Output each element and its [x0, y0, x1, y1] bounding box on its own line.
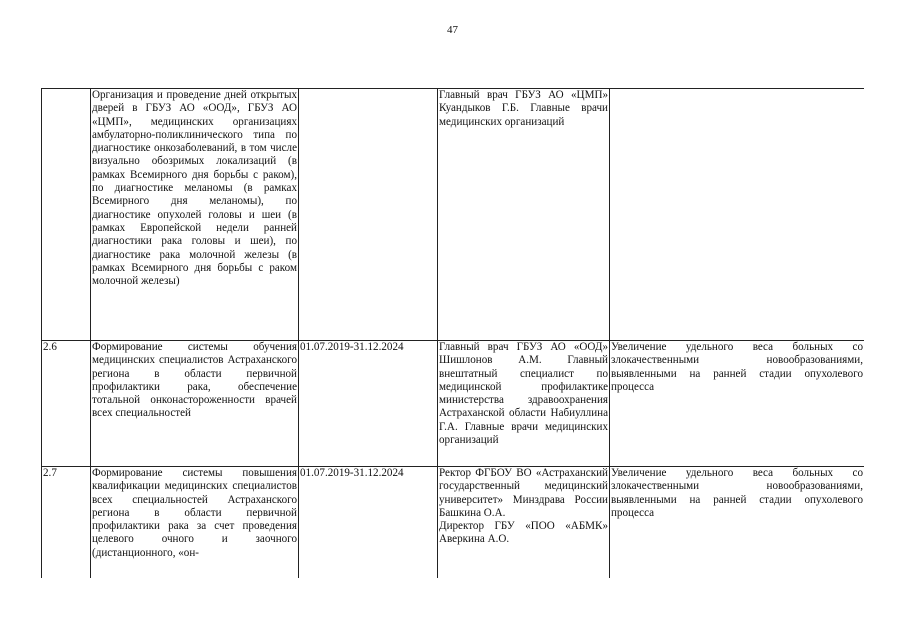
period-cell: 01.07.2019-31.12.2024 [299, 467, 438, 579]
page-number: 47 [447, 24, 458, 36]
responsible-line-2: Директор ГБУ «ПОО «АБМК» Аверкина А.О. [439, 520, 608, 546]
responsible-cell: Главный врач ГБУЗ АО «ЦМП» Куандыков Г.Б. Главные врачи медицинских организаций [438, 89, 610, 341]
event-cell: Формирование системы обучения медицинских специалистов Астраханского региона в области первичной профилактики рака, обеспечение тотальной онконастороженности врачей всех специальностей [91, 341, 299, 467]
responsible-cell [438, 467, 610, 579]
event-cell: Формирование системы повышения квалификации медицинских специалистов всех специальностей Астраханского региона в области первичной профилактики рака за счет проведения целевого очного и заочного (дистанционного, «он- [91, 467, 299, 579]
responsible-cell: Главный врач ГБУЗ АО «ООД» Шишлонов А.М. Главный внештатный специалист по медицинской профилактике министерства здравоохранения Астраханской области Набиуллина Г.А. Главные врачи медицинских организаций [438, 341, 610, 467]
table-row [42, 467, 865, 579]
table-row [42, 89, 865, 341]
table-row [42, 341, 865, 467]
plan-table-region [41, 88, 864, 578]
result-cell: Увеличение удельного веса больных со злокачественными новообразованиями, выявленными на ранней стадии опухолевого процесса [610, 341, 865, 467]
period-cell [299, 89, 438, 341]
event-cell: Организация и проведение дней открытых дверей в ГБУЗ АО «ООД», ГБУЗ АО «ЦМП», медицинских организациях амбулаторно-поликлинического типа по диагностике онкозаболеваний, в том числе визуально обозримых локализаций (в рамках Всемирного дня борьбы с раком), по диагностике меланомы (в рамках Всемирного дня меланомы), по диагностике опухолей головы и шеи (в рамках Европейской недели ранней диагностики рака головы и шеи), по диагностике рака молочной железы (в рамках Всемирного дня борьбы с раком молочной железы) [91, 89, 299, 341]
plan-table [41, 88, 864, 578]
result-cell: Увеличение удельного веса больных со злокачественными новообразованиями, выявленными на ранней стадии опухолевого процесса [610, 467, 865, 579]
period-cell: 01.07.2019-31.12.2024 [299, 341, 438, 467]
result-cell [610, 89, 865, 341]
row-number-cell: 2.7 [42, 467, 91, 579]
responsible-line-1: Ректор ФГБОУ ВО «Астраханский государственный медицинский университет» Минздрава России Башкина О.А. [439, 467, 608, 519]
row-number-cell [42, 89, 91, 341]
row-number-cell: 2.6 [42, 341, 91, 467]
